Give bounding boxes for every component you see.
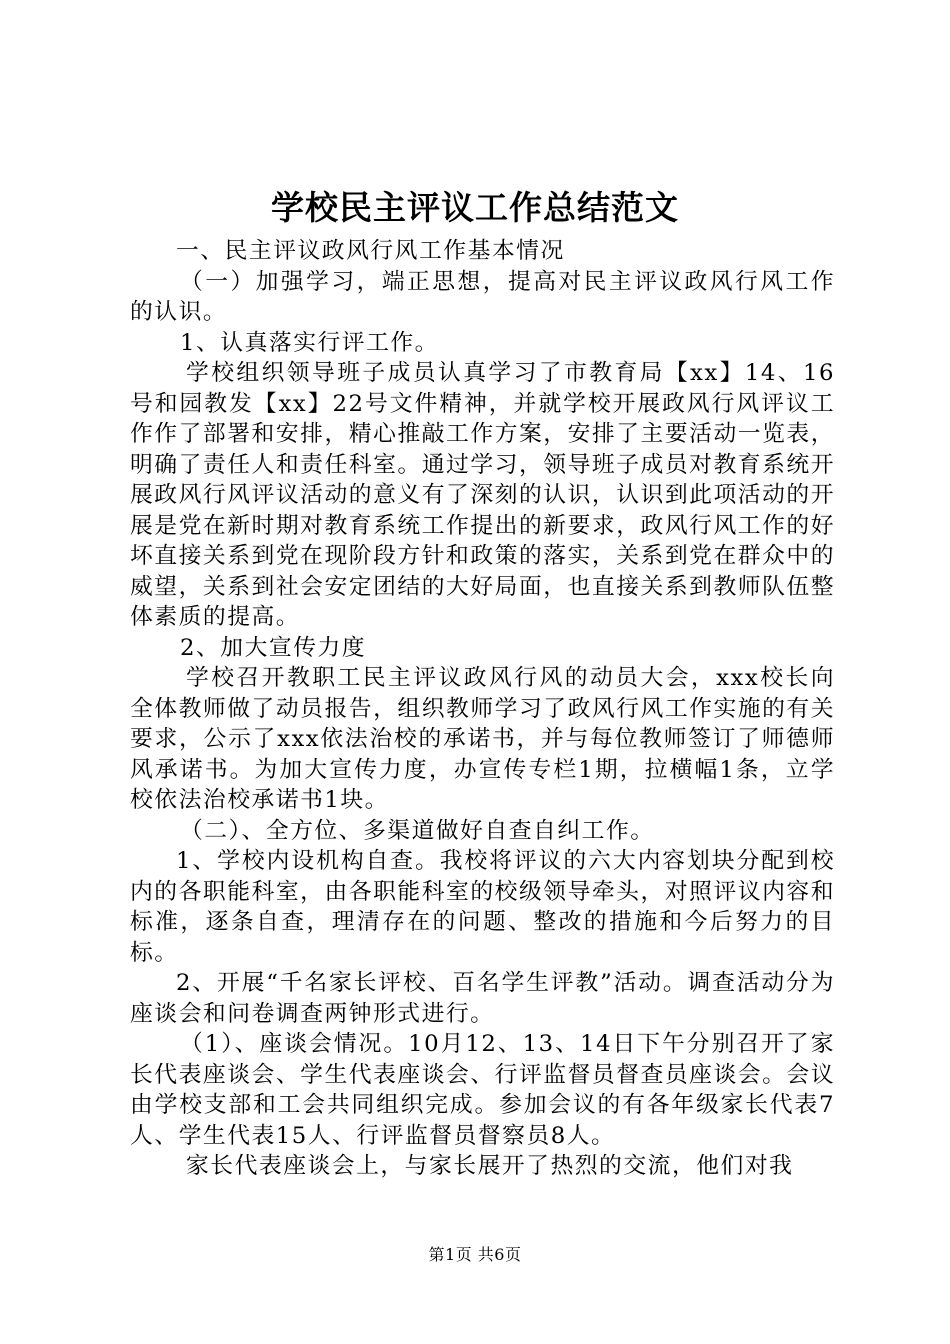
paragraph: 1、学校内设机构自查。我校将评议的六大内容划块分配到校内的各职能科室，由各职能科室的校级领导牵头，对照评议内容和标准，逐条自查，理清存在的问题、整改的措施和今后努力的目标。 — [130, 848, 835, 966]
paragraph: （1）、座谈会情况。10月12、13、14日下午分别召开了家长代表座谈会、学生代表座谈会、行评监督员督查员座谈会。会议由学校支部和工会共同组织完成。参加会议的有各年级家长代表7人、学生代表15人、行评监督员督察员8人。 — [130, 1031, 835, 1149]
paragraph: 家长代表座谈会上，与家长展开了热烈的交流，他们对我 — [186, 1153, 794, 1179]
document-body — [130, 236, 835, 1182]
paragraph: （一）加强学习，端正思想，提高对民主评议政风行风工作的认识。 — [130, 268, 835, 325]
subheading: 1、认真落实行评工作。 — [180, 329, 439, 356]
paragraph: 学校组织领导班子成员认真学习了市教育局【xx】14、16号和园教发【xx】22号文件精神，并就学校开展政风行风评议工作作了部署和安排，精心推敲工作方案，安排了主要活动一览表，明确了责任人和责任科室。通过学习，领导班子成员对教育系统开展政风行风评议活动的意义有了深刻的认识，认识到此项活动的开展是党在新时期对教育系统工作提出的新要求，政风行风工作的好坏直接关系到党在现阶段方针和政策的落实，关系到党在群众中的威望，关系到社会安定团结的大好局面，也直接关系到教师队伍整体素质的提高。 — [130, 360, 835, 630]
section-heading: 一、民主评议政风行风工作基本情况 — [176, 238, 565, 264]
subheading: 2、加大宣传力度 — [180, 634, 367, 661]
document-title: 学校民主评议工作总结范文 — [271, 188, 679, 227]
page-number-footer: 第1页 共6页 — [428, 1245, 522, 1264]
subheading: （二）、全方位、多渠道做好自查自纠工作。 — [180, 817, 655, 844]
paragraph: 2、开展“千名家长评校、百名学生评教”活动。调查活动分为座谈会和问卷调查两钟形式进行。 — [130, 970, 835, 1027]
paragraph: 学校召开教职工民主评议政风行风的动员大会，xxx校长向全体教师做了动员报告，组织教师学习了政风行风工作实施的有关要求，公示了xxx依法治校的承诺书，并与每位教师签订了师德师风承诺书。为加大宣传力度，办宣传专栏1期，拉横幅1条，立学校依法治校承诺书1块。 — [130, 665, 835, 813]
